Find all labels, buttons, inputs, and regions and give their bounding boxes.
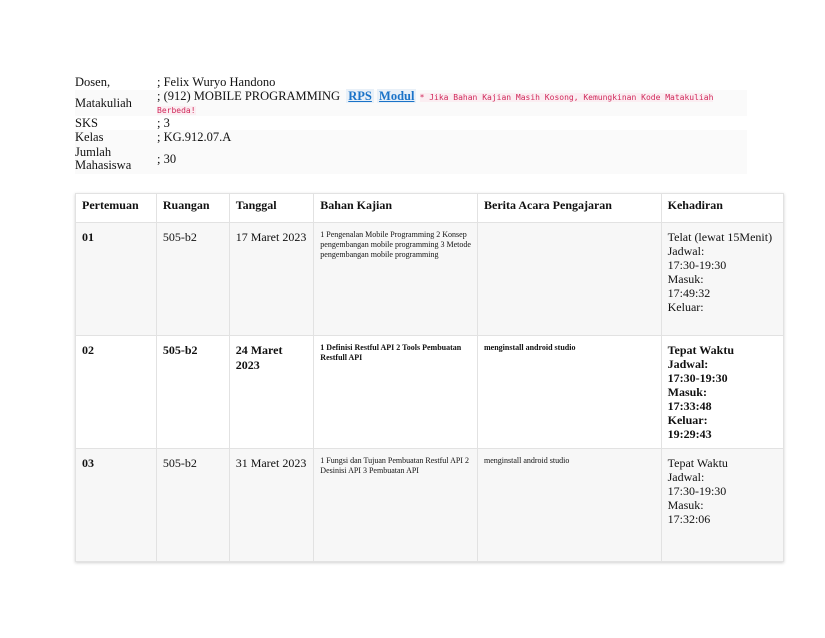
kehadiran-jadwal-value: 17:30-19:30 — [667, 258, 727, 272]
ruangan-cell: 505-b2 — [156, 449, 229, 562]
matakuliah-label: Matakuliah — [75, 90, 157, 116]
pertemuan-cell: 02 — [76, 336, 157, 449]
ruangan-cell: 505-b2 — [156, 223, 229, 336]
kelas-label: Kelas — [75, 130, 157, 144]
kehadiran-masuk-label: Masuk: — [667, 498, 704, 512]
header-pertemuan: Pertemuan — [76, 194, 157, 223]
kehadiran-status: Tepat Waktu — [667, 456, 728, 470]
header-bahan-kajian: Bahan Kajian — [314, 194, 478, 223]
matakuliah-value: (912) MOBILE PROGRAMMING — [163, 89, 341, 103]
kehadiran-cell — [661, 449, 783, 562]
header-berita-acara: Berita Acara Pengajaran — [478, 194, 662, 223]
sks-label: SKS — [75, 115, 98, 130]
header-ruangan: Ruangan — [156, 194, 229, 223]
kehadiran-jadwal-label: Jadwal: — [667, 357, 709, 371]
berita-acara-cell: menginstall android studio — [478, 449, 662, 562]
kode-warning: * Jika Bahan Kajian Masih Kosong, Kemungkinan Kode Matakuliah Berbeda! — [157, 93, 714, 115]
kehadiran-keluar-value: 19:29:43 — [667, 427, 712, 441]
matakuliah-separator: ; — [157, 89, 161, 103]
header-tanggal: Tanggal — [229, 194, 314, 223]
bahan-kajian-cell: 1 Pengenalan Mobile Programming 2 Konsep pengembangan mobile programming 3 Metode pengembangan mobile programming — [314, 223, 478, 336]
kehadiran-jadwal-label: Jadwal: — [667, 244, 705, 258]
jumlah-mahasiswa-value: ; 30 — [157, 144, 747, 174]
kehadiran-masuk-value: 17:33:48 — [667, 399, 712, 413]
kehadiran-masuk-label: Masuk: — [667, 385, 707, 399]
kehadiran-jadwal-value: 17:30-19:30 — [667, 371, 728, 385]
kehadiran-status: Tepat Waktu — [667, 343, 734, 357]
dosen-label: Dosen, — [75, 74, 111, 89]
kehadiran-cell — [661, 336, 783, 449]
tanggal-cell: 17 Maret 2023 — [229, 223, 314, 336]
dosen-value: ; Felix Wuryo Handono — [157, 74, 276, 89]
ruangan-cell: 505-b2 — [156, 336, 229, 449]
tanggal-cell: 31 Maret 2023 — [229, 449, 314, 562]
bahan-kajian-cell: 1 Fungsi dan Tujuan Pembuatan Restful API 2 Desinisi API 3 Pembuatan API — [314, 449, 478, 562]
attendance-table — [75, 193, 784, 562]
kehadiran-jadwal-label: Jadwal: — [667, 470, 705, 484]
kehadiran-keluar-label: Keluar: — [667, 300, 704, 314]
bahan-kajian-cell: 1 Definisi Restful API 2 Tools Pembuatan Restfull API — [314, 336, 478, 449]
table-row — [76, 223, 784, 336]
kehadiran-cell — [661, 223, 783, 336]
berita-acara-cell — [478, 223, 662, 336]
table-row — [76, 449, 784, 562]
course-info-table — [75, 74, 747, 174]
table-header-row — [76, 194, 784, 223]
modul-link[interactable]: Modul — [379, 89, 415, 103]
kehadiran-masuk-value: 17:49:32 — [667, 286, 711, 300]
rps-link[interactable]: RPS — [348, 89, 372, 103]
pertemuan-cell: 03 — [76, 449, 157, 562]
berita-acara-cell: menginstall android studio — [478, 336, 662, 449]
kehadiran-masuk-value: 17:32:06 — [667, 512, 711, 526]
sks-value: ; 3 — [157, 115, 170, 130]
kelas-value: ; KG.912.07.A — [157, 130, 747, 144]
jumlah-mahasiswa-label: Jumlah Mahasiswa — [75, 144, 157, 174]
kehadiran-jadwal-value: 17:30-19:30 — [667, 484, 727, 498]
kehadiran-keluar-label: Keluar: — [667, 413, 708, 427]
tanggal-cell: 24 Maret 2023 — [229, 336, 314, 449]
header-kehadiran: Kehadiran — [661, 194, 783, 223]
table-row — [76, 336, 784, 449]
kehadiran-status: Telat (lewat 15Menit) — [667, 230, 773, 244]
kehadiran-masuk-label: Masuk: — [667, 272, 704, 286]
pertemuan-cell: 01 — [76, 223, 157, 336]
